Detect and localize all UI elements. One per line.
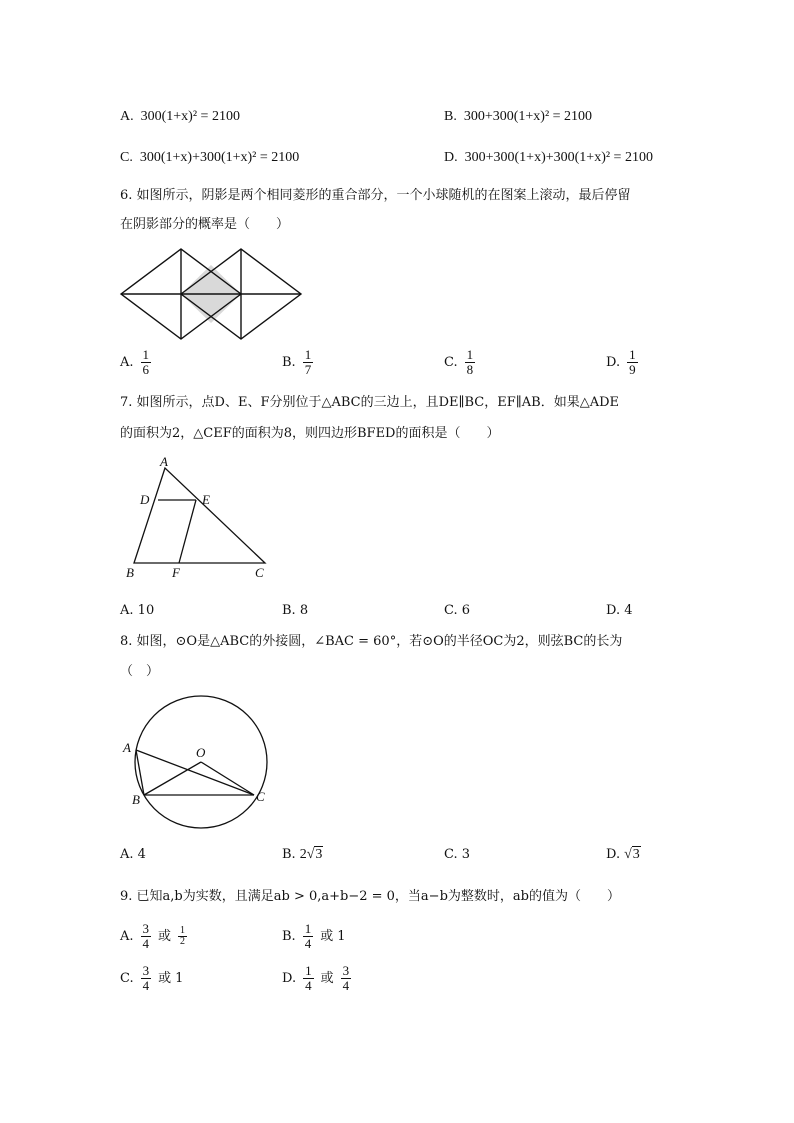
numerator: 1	[304, 347, 312, 362]
option-label: D.	[444, 150, 458, 165]
connector-text: 或	[320, 928, 334, 944]
q7-option-a	[120, 602, 154, 620]
option-label: B.	[282, 354, 296, 370]
q8-option-a	[120, 846, 146, 864]
numerator: 1	[142, 347, 150, 362]
sqrt-expression: 2√3	[299, 847, 323, 862]
option-text: 4	[137, 847, 146, 862]
q7-triangle-figure	[120, 452, 280, 582]
q5-option-b	[444, 108, 592, 126]
label-c: C	[256, 789, 265, 804]
q6-option-a	[120, 348, 154, 377]
denominator: 2	[180, 936, 186, 947]
label-c: C	[255, 565, 264, 580]
label-b: B	[126, 565, 134, 580]
label-a: A	[123, 740, 131, 755]
q7-option-b	[282, 602, 308, 620]
q9-option-b	[282, 922, 345, 951]
radicand: 3	[315, 847, 323, 862]
q7-stem-line2: 的面积为2，△CEF的面积为8，则四边形BFED的面积是（ ）	[120, 426, 500, 441]
option-label: C.	[120, 970, 134, 986]
connector-text: 或	[320, 970, 334, 986]
radicand: 3	[632, 847, 640, 862]
q5-option-c	[120, 149, 299, 167]
segment-ef	[179, 500, 196, 563]
fraction	[141, 348, 152, 377]
q6-rhombus-figure	[115, 243, 307, 345]
q6-stem-line2: 在阴影部分的概率是（ ）	[120, 217, 290, 232]
denominator: 6	[142, 362, 150, 377]
numerator: 1	[180, 925, 186, 936]
option-label: D.	[606, 603, 621, 618]
q8-option-c	[444, 846, 470, 864]
connector-text: 或	[158, 970, 172, 986]
denominator: 9	[629, 362, 636, 377]
q8-stem-line1: 8. 如图，⊙O是△ABC的外接圆，∠BAC = 60°，若⊙O的半径OC为2，则弦BC的长为	[120, 634, 623, 649]
option-text: 6	[461, 603, 471, 618]
option-label: A.	[120, 847, 134, 862]
segment-ac	[136, 750, 254, 795]
fraction	[141, 964, 152, 993]
whole-number: 1	[337, 928, 346, 944]
q9-option-d	[282, 964, 354, 993]
q8-option-d	[606, 846, 641, 864]
coefficient: 2	[299, 847, 307, 862]
numerator: 1	[304, 921, 312, 936]
q6-option-b	[282, 348, 316, 377]
numerator: 3	[142, 963, 150, 978]
segment-ob	[144, 762, 201, 795]
triangle-abc	[134, 468, 265, 563]
fraction	[303, 348, 314, 377]
denominator: 4	[304, 936, 312, 951]
option-label: D.	[606, 847, 621, 862]
q8-stem-line2: （ ）	[120, 664, 160, 679]
numerator: 1	[466, 347, 474, 362]
fraction	[627, 348, 638, 377]
q9-option-a	[120, 922, 190, 951]
option-label: D.	[606, 354, 621, 370]
q8-circle-figure	[120, 690, 280, 835]
q5-option-d	[444, 149, 653, 167]
option-label: C.	[444, 603, 458, 618]
fraction	[341, 964, 352, 993]
connector-text: 或	[158, 928, 172, 944]
q5-option-a	[120, 108, 240, 126]
q9-stem: 9. 已知a,b为实数，且满足ab > 0,a+b−2 = 0，当a−b为整数时，ab的值为（ ）	[120, 889, 620, 904]
fraction	[465, 348, 476, 377]
denominator: 7	[304, 362, 312, 377]
numerator: 3	[342, 963, 350, 978]
option-label: A.	[120, 603, 134, 618]
denominator: 4	[342, 978, 350, 993]
option-label: D.	[282, 970, 297, 986]
fraction	[141, 922, 152, 951]
fraction	[178, 926, 187, 947]
label-o: O	[196, 745, 206, 760]
sqrt-expression: √3	[624, 847, 640, 862]
q7-stem-line1: 7. 如图所示，点D、E、F分别位于△ABC的三边上，且DE∥BC，EF∥AB．如果△ADE	[120, 395, 620, 410]
option-text: 300+300(1+x)+300(1+x)² = 2100	[464, 150, 653, 165]
q7-option-d	[606, 602, 633, 620]
option-text: 3	[461, 847, 471, 862]
fraction	[303, 964, 314, 993]
option-label: C.	[120, 150, 133, 165]
fraction	[303, 922, 314, 951]
numerator: 3	[142, 921, 150, 936]
q8-option-b	[282, 846, 323, 864]
option-label: B.	[282, 928, 296, 944]
option-label: B.	[444, 109, 457, 124]
label-b: B	[132, 792, 140, 807]
option-text: 4	[624, 603, 633, 618]
option-text: 300(1+x)² = 2100	[140, 109, 240, 124]
option-text: 10	[137, 603, 155, 618]
q6-option-d	[606, 348, 641, 377]
option-label: B.	[282, 847, 296, 862]
q9-option-c	[120, 964, 183, 993]
label-a: A	[160, 454, 168, 469]
denominator: 8	[466, 362, 474, 377]
numerator: 1	[629, 347, 636, 362]
option-label: C.	[444, 354, 458, 370]
option-label: A.	[120, 354, 134, 370]
numerator: 1	[305, 963, 312, 978]
option-text: 300(1+x)+300(1+x)² = 2100	[139, 150, 300, 165]
option-label: C.	[444, 847, 458, 862]
q6-stem-line1: 6. 如图所示，阴影是两个相同菱形的重合部分，一个小球随机的在图案上滚动，最后停留	[120, 188, 631, 203]
label-e: E	[202, 492, 210, 507]
q7-option-c	[444, 602, 470, 620]
option-text: 300+300(1+x)² = 2100	[463, 109, 593, 124]
label-d: D	[140, 492, 150, 507]
option-label: A.	[120, 928, 134, 944]
q6-option-c	[444, 348, 478, 377]
denominator: 4	[142, 936, 150, 951]
denominator: 4	[142, 978, 150, 993]
option-label: A.	[120, 109, 134, 124]
option-label: B.	[282, 603, 296, 618]
whole-number: 1	[175, 970, 184, 986]
label-f: F	[172, 565, 180, 580]
option-text: 8	[299, 603, 309, 618]
denominator: 4	[305, 978, 312, 993]
